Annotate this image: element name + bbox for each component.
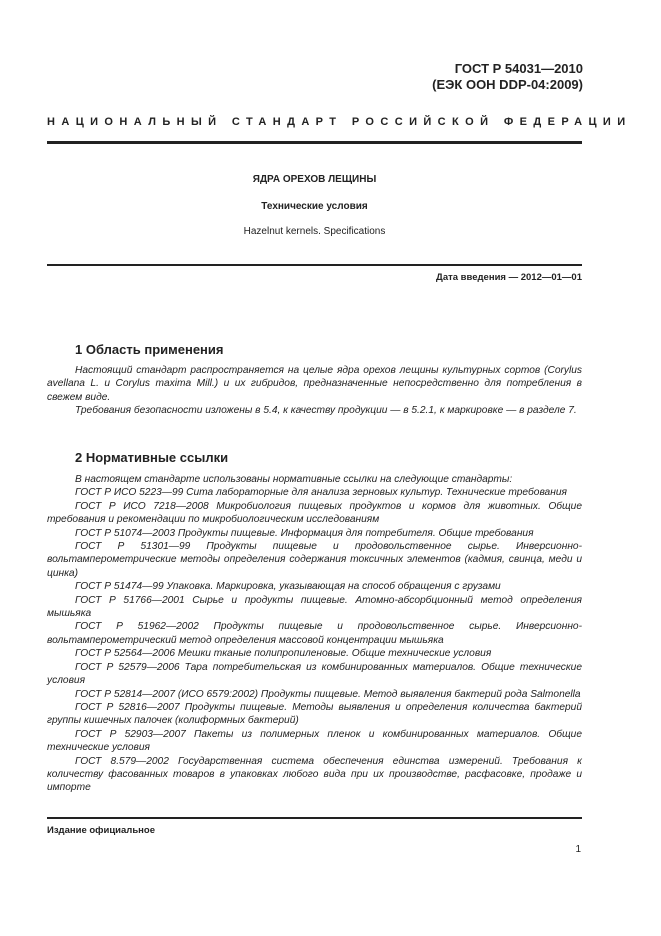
gost-number: ГОСТ Р 54031—2010	[454, 61, 583, 76]
gost-number-block	[432, 61, 583, 93]
reference-item: ГОСТ Р 52903—2007 Пакеты из полимерных пленок и комбинированных материалов. Общие технические условия	[47, 728, 582, 754]
page-number: 1	[575, 844, 581, 855]
reference-item: ГОСТ Р 51962—2002 Продукты пищевые и продовольственное сырье. Инверсионно-вольтамперометрический метод определения массовой концентрации мышьяка	[47, 621, 582, 646]
safety-requirements-paragraph: Требования безопасности изложены в 5.4, к качеству продукции — в 5.2.1, к маркировке — в разделе 7.	[75, 405, 577, 417]
section-1-body	[47, 364, 582, 418]
section-2-heading: 2 Нормативные ссылки	[75, 450, 229, 465]
reference-item: ГОСТ Р 51074—2003 Продукты пищевые. Информация для потребителя. Общие требования	[75, 527, 534, 539]
reference-item: ГОСТ 8.579—2002 Государственная система обеспечения единства измерений. Требования к количеству фасованных товаров в упаковках любого вида при их производстве, расфасовке, продаже и импорте	[47, 755, 582, 794]
official-edition-label: Издание официальное	[47, 825, 155, 836]
scope-paragraph: Настоящий стандарт распространяется на целые ядра орехов лещины культурных сортов (Corylus avellana L. и Corylus maxima Mill.) и их гибридов, предназначенные непосредственно для потребления в свежем виде.	[47, 365, 582, 403]
document-title: ЯДРА ОРЕХОВ ЛЕЩИНЫ	[252, 174, 377, 185]
normative-references-list	[47, 473, 582, 795]
section-1-heading: 1 Область применения	[75, 342, 224, 357]
references-intro: В настоящем стандарте использованы нормативные ссылки на следующие стандарты:	[75, 474, 513, 485]
reference-item: ГОСТ Р 52814—2007 (ИСО 6579:2002) Продукты пищевые. Метод выявления бактерий рода Salmonella	[75, 688, 581, 700]
reference-item: ГОСТ Р ИСО 5223—99 Сита лабораторные для анализа зерновых культур. Технические требования	[75, 487, 567, 499]
introduction-date: Дата введения — 2012—01—01	[436, 272, 582, 283]
header-divider	[47, 141, 582, 144]
reference-item: ГОСТ Р 52564—2006 Мешки тканые полипропиленовые. Общие технические условия	[75, 648, 492, 660]
document-subtitle: Технические условия	[261, 201, 368, 212]
unece-reference: (ЕЭК ООН DDP-04:2009)	[432, 77, 583, 92]
reference-item: ГОСТ Р 52579—2006 Тара потребительская из комбинированных материалов. Общие технические условия	[47, 661, 582, 687]
footer-divider	[47, 817, 582, 819]
reference-item: ГОСТ Р 51301—99 Продукты пищевые и продовольственное сырье. Инверсионно-вольтамперометрические методы определения содержания токсичных элементов (кадмия, свинца, меди и цинка)	[47, 541, 582, 579]
reference-item: ГОСТ Р 51766—2001 Сырье и продукты пищевые. Атомно-абсорбционный метод определения мышьяка	[47, 594, 582, 620]
title-divider	[47, 264, 582, 266]
reference-item: ГОСТ Р ИСО 7218—2008 Микробиология пищевых продуктов и кормов для животных. Общие требования и рекомендации по микробиологическим исследованиям	[47, 500, 582, 526]
national-standard-title: НАЦИОНАЛЬНЫЙ СТАНДАРТ РОССИЙСКОЙ ФЕДЕРАЦИИ	[47, 116, 632, 128]
document-title-english: Hazelnut kernels. Specifications	[243, 226, 386, 237]
reference-item: ГОСТ Р 52816—2007 Продукты пищевые. Методы выявления и определения количества бактерий группы кишечных палочек (колиформных бактерий)	[47, 701, 582, 727]
reference-item: ГОСТ Р 51474—99 Упаковка. Маркировка, указывающая на способ обращения с грузами	[75, 581, 501, 593]
